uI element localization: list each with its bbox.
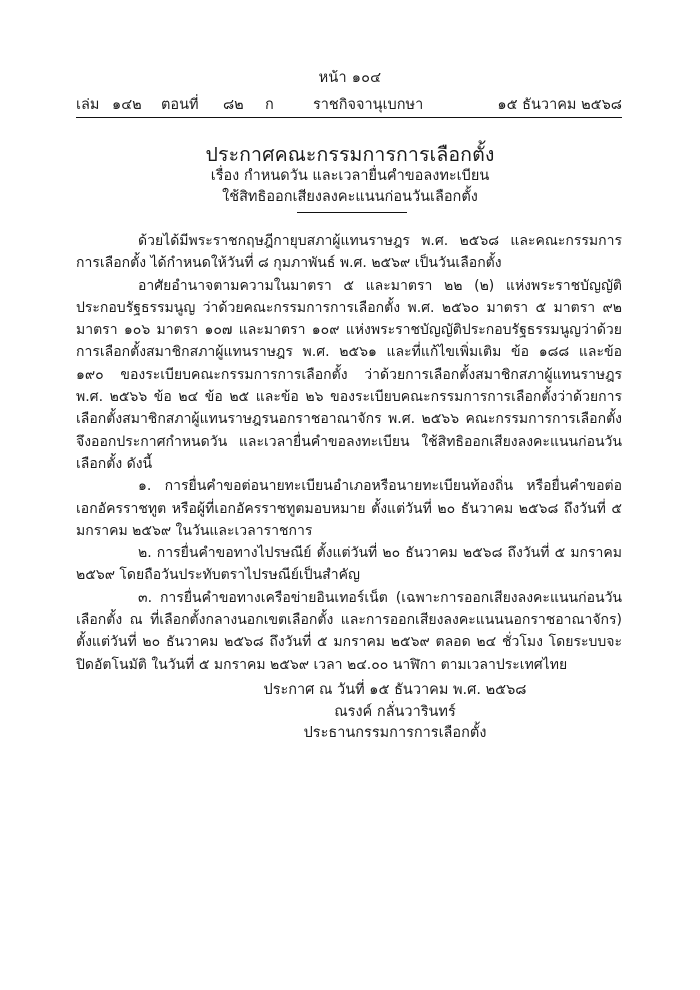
page-number: หน้า ๑๐๔ [318, 70, 382, 86]
paragraph-preamble: ด้วยได้มีพระราชกฤษฎีกายุบสภาผู้แทนราษฎร พ.ศ. ๒๕๖๘ และคณะกรรมการการเลือกตั้ง ได้กำหนดให้วันที่ ๘ กุมภาพันธ์ พ.ศ. ๒๕๖๙ เป็นวันเลือกตั้ง [76, 233, 622, 272]
gazette-name: ราชกิจจานุเบกษา [313, 97, 424, 113]
signature-date: ประกาศ ณ วันที่ ๑๕ ธันวาคม พ.ศ. ๒๕๖๘ [263, 682, 527, 698]
issue-label: ตอนที่ [161, 97, 199, 113]
publication-date: ๑๕ ธันวาคม ๒๕๖๘ [497, 97, 622, 113]
signature-block [230, 680, 560, 745]
gazette-header [76, 93, 622, 115]
section-letter: ก [265, 97, 274, 113]
signatory-position: ประธานกรรมการการเลือกตั้ง [303, 725, 487, 741]
paragraph-item-1: ๑. การยื่นคำขอต่อนายทะเบียนอำเภอหรือนายทะเบียนท้องถิ่น หรือยื่นคำขอต่อเอกอัครราชทูต หรือผู้ที่เอกอัครราชทูตมอบหมาย ตั้งแต่วันที่ ๒๐ ธันวาคม ๒๕๖๘ ถึงวันที่ ๕ มกราคม ๒๕๖๙ ในวันและเวลาราชการ [76, 478, 622, 539]
issue-number: ๘๒ [223, 97, 244, 113]
announcement-body [76, 230, 622, 676]
paragraph-item-2: ๒. การยื่นคำขอทางไปรษณีย์ ตั้งแต่วันที่ ๒๐ ธันวาคม ๒๕๖๘ ถึงวันที่ ๕ มกราคม ๒๕๖๙ โดยถือวันประทับตราไปรษณีย์เป็นสำคัญ [76, 545, 622, 584]
paragraph-item-3: ๓. การยื่นคำขอทางเครือข่ายอินเทอร์เน็ต (เฉพาะการออกเสียงลงคะแนนก่อนวันเลือกตั้ง ณ ที่เลือกตั้งกลางนอกเขตเลือกตั้ง และการออกเสียงลงคะแนนนอกราชอาณาจักร) ตั้งแต่วันที่ ๒๐ ธันวาคม ๒๕๖๘ ถึงวันที่ ๕ มกราคม ๒๕๖๙ ตลอด ๒๔ ชั่วโมง โดยระบบจะปิดอัตโนมัติ ในวันที่ ๕ มกราคม ๒๕๖๙ เวลา ๒๔.๐๐ นาฬิกา ตามเวลาประเทศไทย [76, 589, 622, 673]
title-underline [297, 212, 407, 213]
volume-label: เล่ม [76, 97, 100, 113]
announcement-subject [0, 166, 700, 208]
signatory-name: ณรงค์ กลั่นวารินทร์ [334, 703, 456, 720]
header-divider [76, 117, 622, 118]
announcement-title: ประกาศคณะกรรมการการเลือกตั้ง [205, 143, 495, 166]
subject-line-1: เรื่อง กำหนดวัน และเวลายื่นคำขอลงทะเบียน [210, 168, 490, 184]
subject-line-2: ใช้สิทธิออกเสียงลงคะแนนก่อนวันเลือกตั้ง [222, 189, 478, 205]
volume-number: ๑๔๒ [112, 97, 142, 113]
paragraph-legal-basis: อาศัยอำนาจตามความในมาตรา ๕ และมาตรา ๒๒ (๒) แห่งพระราชบัญญัติประกอบรัฐธรรมนูญ ว่าด้วยคณะกรรมการการเลือกตั้ง พ.ศ. ๒๕๖๐ มาตรา ๕ มาตรา ๙๒ มาตรา ๑๐๖ มาตรา ๑๐๗ และมาตรา ๑๐๙ แห่งพระราชบัญญัติประกอบรัฐธรรมนูญว่าด้วยการเลือกตั้งสมาชิกสภาผู้แทนราษฎร พ.ศ. ๒๕๖๑ และที่แก้ไขเพิ่มเติม ข้อ ๑๘๘ และข้อ ๑๙๐ ของระเบียบคณะกรรมการการเลือกตั้ง ว่าด้วยการเลือกตั้งสมาชิกสภาผู้แทนราษฎร พ.ศ. ๒๕๖๖ ข้อ ๒๔ ข้อ ๒๕ และข้อ ๒๖ ของระเบียบคณะกรรมการการเลือกตั้งว่าด้วยการเลือกตั้งสมาชิกสภาผู้แทนราษฎรนอกราชอาณาจักร พ.ศ. ๒๕๖๖ คณะกรรมการการเลือกตั้งจึงออกประกาศกำหนดวัน และเวลายื่นคำขอลงทะเบียน ใช้สิทธิออกเสียงลงคะแนนก่อนวันเลือกตั้ง ดังนี้ [76, 277, 622, 472]
